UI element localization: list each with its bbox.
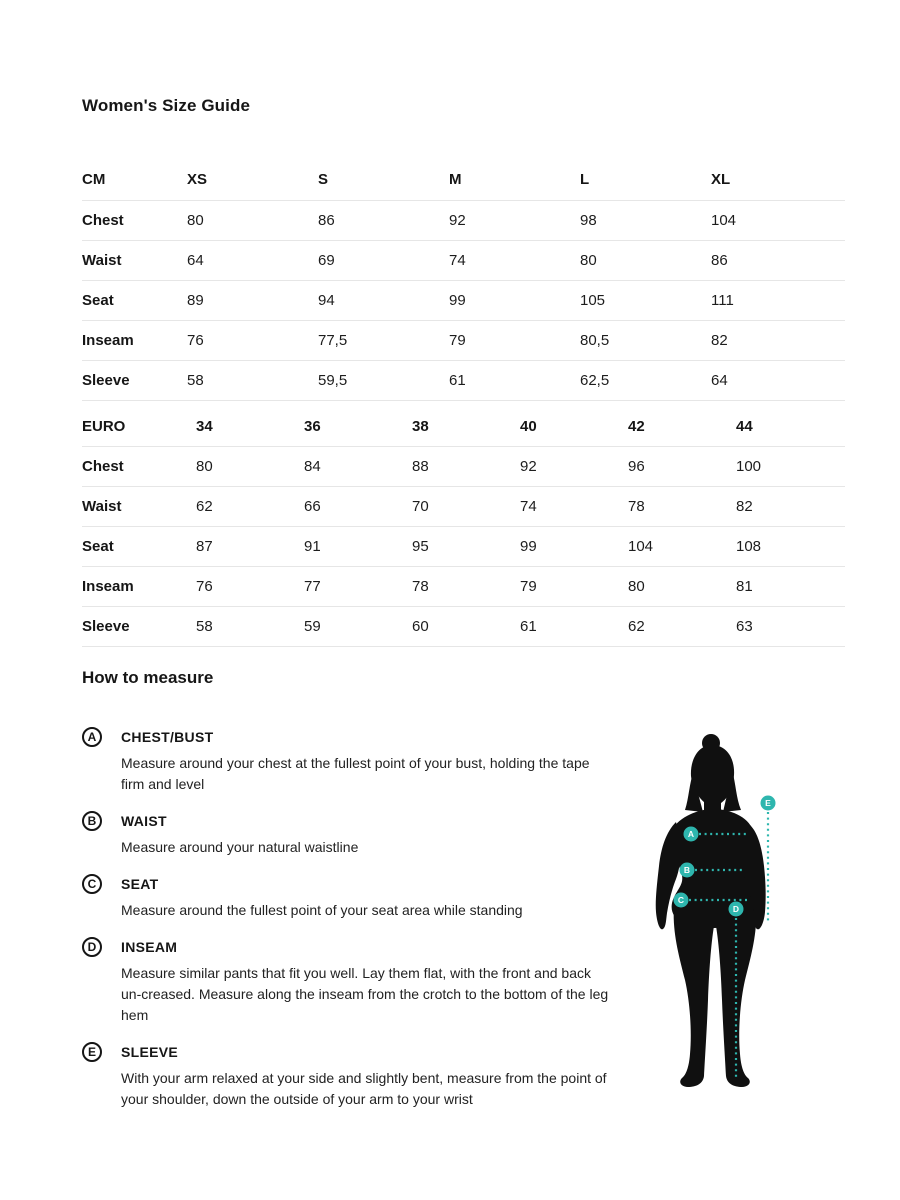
size-cell: 82 <box>736 487 845 527</box>
figure-marker-a-label: A <box>687 829 695 839</box>
list-item-sleeve <box>82 1040 642 1110</box>
table-row <box>82 487 845 527</box>
size-cell: 80 <box>196 447 304 487</box>
list-item-waist <box>82 809 642 858</box>
page-title: Women's Size Guide <box>82 96 251 115</box>
size-cell: 62 <box>196 487 304 527</box>
euro-size-table <box>82 407 845 648</box>
euro-unit-label: EURO <box>82 407 196 447</box>
row-label: Inseam <box>82 567 196 607</box>
table-row <box>82 447 845 487</box>
letter-badge-b: B <box>82 811 102 831</box>
size-cell: 99 <box>520 527 628 567</box>
cm-col-xl: XL <box>711 160 845 200</box>
measure-item-title: SLEEVE <box>121 1044 179 1060</box>
size-cell: 66 <box>304 487 412 527</box>
size-cell: 100 <box>736 447 845 487</box>
figure-marker-c-label: C <box>677 895 685 905</box>
size-cell: 63 <box>736 607 845 647</box>
cm-col-l: L <box>580 160 711 200</box>
measure-item-description: Measure around your chest at the fullest point of your bust, holding the tape firm and level <box>121 755 590 792</box>
size-cell: 95 <box>412 527 520 567</box>
size-cell: 86 <box>711 240 845 280</box>
size-cell: 77,5 <box>318 320 449 360</box>
euro-table-header-row <box>82 407 845 447</box>
size-cell: 64 <box>187 240 318 280</box>
size-cell: 79 <box>520 567 628 607</box>
size-cell: 84 <box>304 447 412 487</box>
euro-col-38: 38 <box>412 407 520 447</box>
figure-marker-d-label: D <box>732 904 740 914</box>
euro-col-40: 40 <box>520 407 628 447</box>
size-cell: 64 <box>711 360 845 400</box>
measure-item-description: Measure similar pants that fit you well. Lay them flat, with the front and back un-creased. Measure along the inseam from the crotch to the bottom of the leg hem <box>121 965 609 1023</box>
size-cell: 62 <box>628 607 736 647</box>
size-cell: 80,5 <box>580 320 711 360</box>
size-cell: 59 <box>304 607 412 647</box>
letter-badge-a: A <box>82 727 102 747</box>
size-cell: 86 <box>318 200 449 240</box>
size-cell: 99 <box>449 280 580 320</box>
figure-marker-b-label: B <box>683 865 691 875</box>
size-cell: 88 <box>412 447 520 487</box>
size-cell: 105 <box>580 280 711 320</box>
letter-badge-d: D <box>82 937 102 957</box>
table-row <box>82 280 845 320</box>
size-cell: 80 <box>187 200 318 240</box>
size-cell: 74 <box>520 487 628 527</box>
size-cell: 81 <box>736 567 845 607</box>
measure-item-description: With your arm relaxed at your side and slightly bent, measure from the point of your shoulder, down the outside of your arm to your wrist <box>121 1070 607 1107</box>
size-cell: 59,5 <box>318 360 449 400</box>
size-cell: 61 <box>449 360 580 400</box>
how-to-measure-title: How to measure <box>82 668 214 687</box>
euro-col-34: 34 <box>196 407 304 447</box>
size-cell: 60 <box>412 607 520 647</box>
size-cell: 78 <box>628 487 736 527</box>
table-row <box>82 200 845 240</box>
cm-col-m: M <box>449 160 580 200</box>
row-label: Seat <box>82 280 187 320</box>
size-cell: 70 <box>412 487 520 527</box>
size-cell: 80 <box>628 567 736 607</box>
table-row <box>82 607 845 647</box>
row-label: Waist <box>82 487 196 527</box>
cm-unit-label: CM <box>82 160 187 200</box>
table-row <box>82 320 845 360</box>
size-cell: 87 <box>196 527 304 567</box>
size-cell: 111 <box>711 280 845 320</box>
measure-instructions-list <box>82 725 642 1110</box>
euro-col-44: 44 <box>736 407 845 447</box>
size-cell: 74 <box>449 240 580 280</box>
cm-size-table <box>82 160 845 401</box>
size-cell: 62,5 <box>580 360 711 400</box>
size-cell: 77 <box>304 567 412 607</box>
size-cell: 91 <box>304 527 412 567</box>
size-cell: 61 <box>520 607 628 647</box>
row-label: Chest <box>82 200 187 240</box>
row-label: Seat <box>82 527 196 567</box>
size-cell: 82 <box>711 320 845 360</box>
size-cell: 89 <box>187 280 318 320</box>
table-row <box>82 527 845 567</box>
measurement-figure <box>645 732 800 1097</box>
figure-marker-e-label: E <box>765 798 771 808</box>
size-cell: 92 <box>449 200 580 240</box>
table-row <box>82 360 845 400</box>
cm-table-header-row <box>82 160 845 200</box>
list-item-chest-bust <box>82 725 642 795</box>
measure-item-title: CHEST/BUST <box>121 729 214 745</box>
size-cell: 104 <box>628 527 736 567</box>
size-cell: 58 <box>196 607 304 647</box>
size-cell: 104 <box>711 200 845 240</box>
table-row <box>82 567 845 607</box>
row-label: Waist <box>82 240 187 280</box>
cm-col-xs: XS <box>187 160 318 200</box>
euro-col-42: 42 <box>628 407 736 447</box>
cm-col-s: S <box>318 160 449 200</box>
measure-item-title: INSEAM <box>121 939 178 955</box>
measure-item-title: SEAT <box>121 876 159 892</box>
size-cell: 108 <box>736 527 845 567</box>
size-cell: 76 <box>187 320 318 360</box>
size-cell: 98 <box>580 200 711 240</box>
measure-item-description: Measure around your natural waistline <box>121 839 359 855</box>
size-cell: 80 <box>580 240 711 280</box>
size-cell: 94 <box>318 280 449 320</box>
measure-item-description: Measure around the fullest point of your seat area while standing <box>121 902 523 918</box>
letter-badge-c: C <box>82 874 102 894</box>
size-cell: 96 <box>628 447 736 487</box>
letter-badge-e: E <box>82 1042 102 1062</box>
silhouette-left-leg <box>674 904 714 1087</box>
euro-col-36: 36 <box>304 407 412 447</box>
list-item-seat <box>82 872 642 921</box>
list-item-inseam <box>82 935 642 1026</box>
size-cell: 76 <box>196 567 304 607</box>
size-cell: 79 <box>449 320 580 360</box>
size-cell: 78 <box>412 567 520 607</box>
size-cell: 58 <box>187 360 318 400</box>
table-row <box>82 240 845 280</box>
size-cell: 92 <box>520 447 628 487</box>
row-label: Inseam <box>82 320 187 360</box>
row-label: Chest <box>82 447 196 487</box>
body-silhouette-figure <box>645 732 800 1097</box>
measure-item-title: WAIST <box>121 813 167 829</box>
row-label: Sleeve <box>82 607 196 647</box>
size-cell: 69 <box>318 240 449 280</box>
row-label: Sleeve <box>82 360 187 400</box>
